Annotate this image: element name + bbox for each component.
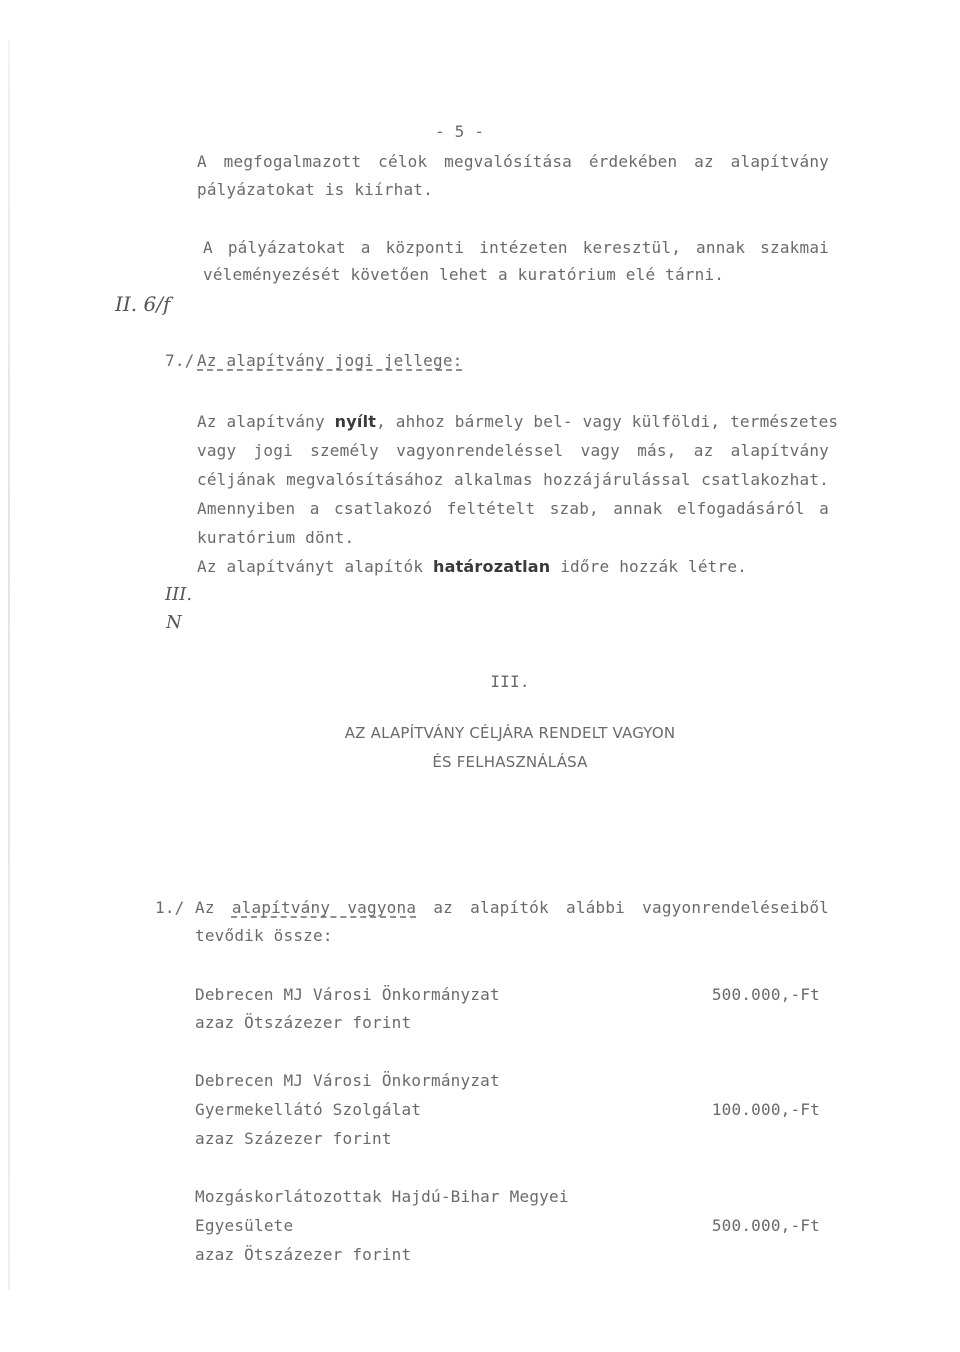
contribution-1-amount: 500.000,-Ft [711,985,820,1004]
handwritten-margin-note: II. 6/f [115,292,171,316]
para2-line2: véleményezését követően lehet a kuratórium elé tárni. [203,265,725,284]
page-number: - 5 - [435,122,485,141]
section1-number: 1./ [155,898,185,917]
contribution-3-line1: Mozgáskorlátozottak Hajdú-Bihar Megyei [195,1187,569,1206]
contribution-2-line3: azaz Százezer forint [195,1129,392,1148]
contribution-3-line3: azaz Ötszázezer forint [195,1245,412,1264]
section7-line1-bold: nyílt [334,412,377,431]
section7-heading: Az alapítvány jogi jellege: [197,351,463,370]
contribution-1-line1: Debrecen MJ Városi Önkormányzat [195,985,500,1004]
handwritten-margin-letter: N [166,612,182,633]
chapter-title-line1: AZ ALAPÍTVÁNY CÉLJÁRA RENDELT VAGYON [344,724,676,742]
chapter-title-line2: ÉS FELHASZNÁLÁSA [432,753,588,771]
contribution-2-amount: 100.000,-Ft [711,1100,820,1119]
chapter-number: III. [490,672,530,691]
contribution-3-line2: Egyesülete [195,1216,294,1235]
section7-line1-pre: Az alapítvány [197,412,335,431]
section7-line2: vagy jogi személy vagyonrendeléssel vagy más, az alapítvány [197,441,829,460]
section7-line6-bold: határozatlan [433,557,551,576]
section7-number: 7./ [165,351,195,370]
contribution-2-line2: Gyermekellátó Szolgálat [195,1100,422,1119]
section7-line5: kuratórium dönt. [197,528,355,547]
section7-line6-pre: Az alapítványt alapítók [197,557,433,576]
section1-line1 [195,898,829,917]
section7-line4: Amennyiben a csatlakozó feltételt szab, annak elfogadásáról a [197,499,829,518]
section1-line1-underlined: alapítvány vagyona [231,898,417,917]
section1-line1-pre: Az [195,898,232,917]
section7-line6-post: időre hozzák létre. [550,557,748,576]
para1-line1: A megfogalmazott célok megvalósítása érdekében az alapítvány [197,152,829,171]
handwritten-margin-roman: III. [165,584,193,605]
contribution-1-line2: azaz Ötszázezer forint [195,1013,412,1032]
contribution-2-line1: Debrecen MJ Városi Önkormányzat [195,1071,500,1090]
contribution-3-amount: 500.000,-Ft [711,1216,820,1235]
section1-line1-post: az alapítók alábbi vagyonrendeléseiből [416,898,829,917]
section7-line1 [197,412,839,431]
section7-line3: céljának megvalósításához alkalmas hozzájárulással csatlakozhat. [197,470,829,489]
section7-line6 [197,557,747,576]
section1-line2: tevődik össze: [195,926,333,945]
para2-line1: A pályázatokat a központi intézeten keresztül, annak szakmai [203,238,829,257]
section7-line1-post: , ahhoz bármely bel- vagy külföldi, természetes [376,412,839,431]
scan-edge-shadow [8,40,10,1290]
para1-line2: pályázatokat is kiírhat. [197,180,433,199]
